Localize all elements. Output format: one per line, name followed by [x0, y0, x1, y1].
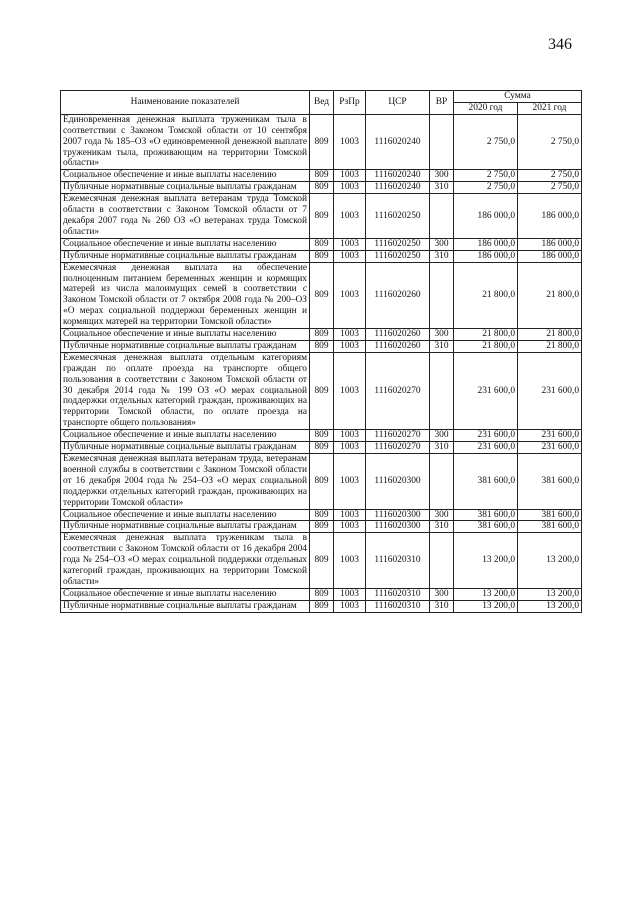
cell-ved: 809: [310, 250, 334, 262]
table-row: [61, 170, 582, 182]
cell-amount-2021: 21 800,0: [518, 329, 582, 341]
cell-amount-2020: 381 600,0: [454, 521, 518, 533]
cell-amount-2020: 381 600,0: [454, 454, 518, 510]
header-year-2020: 2020 год: [454, 102, 518, 114]
cell-vr: 310: [430, 600, 454, 612]
cell-vr: 300: [430, 430, 454, 442]
cell-amount-2020: 186 000,0: [454, 194, 518, 239]
cell-ved: 809: [310, 194, 334, 239]
table-row: [61, 352, 582, 429]
cell-amount-2021: 21 800,0: [518, 340, 582, 352]
cell-rzpr: 1003: [334, 250, 366, 262]
cell-rzpr: 1003: [334, 238, 366, 250]
cell-ved: 809: [310, 442, 334, 454]
cell-vr: [430, 114, 454, 170]
header-vr: ВР: [430, 91, 454, 115]
cell-amount-2021: 186 000,0: [518, 250, 582, 262]
cell-rzpr: 1003: [334, 454, 366, 510]
cell-ved: 809: [310, 262, 334, 328]
cell-csr: 1116020250: [366, 194, 430, 239]
cell-amount-2020: 2 750,0: [454, 182, 518, 194]
cell-csr: 1116020270: [366, 430, 430, 442]
header-rzpr: РзПр: [334, 91, 366, 115]
cell-ved: 809: [310, 329, 334, 341]
table-row: [61, 114, 582, 170]
cell-name: Социальное обеспечение и иные выплаты населению: [61, 588, 310, 600]
cell-amount-2021: 231 600,0: [518, 352, 582, 429]
cell-ved: 809: [310, 533, 334, 589]
cell-name: Публичные нормативные социальные выплаты гражданам: [61, 250, 310, 262]
cell-name: Социальное обеспечение и иные выплаты населению: [61, 170, 310, 182]
cell-amount-2020: 231 600,0: [454, 352, 518, 429]
cell-vr: 300: [430, 238, 454, 250]
cell-vr: 310: [430, 340, 454, 352]
header-ved: Вед: [310, 91, 334, 115]
cell-csr: 1116020270: [366, 352, 430, 429]
cell-amount-2020: 21 800,0: [454, 329, 518, 341]
cell-vr: [430, 194, 454, 239]
cell-amount-2021: 21 800,0: [518, 262, 582, 328]
table-row: [61, 533, 582, 589]
cell-rzpr: 1003: [334, 509, 366, 521]
table-row: [61, 238, 582, 250]
cell-rzpr: 1003: [334, 442, 366, 454]
cell-name: Публичные нормативные социальные выплаты гражданам: [61, 600, 310, 612]
cell-csr: 1116020270: [366, 442, 430, 454]
cell-name: Ежемесячная денежная выплата на обеспечение полноценным питанием беременных женщин и кормящих матерей из числа малоимущих семей в соответствии с Законом Томской области от 7 октября 2008 года № 200–ОЗ «О мерах социальной поддержки беременных женщин и кормящих матерей на территории Томской области»: [61, 262, 310, 328]
table-row: [61, 340, 582, 352]
cell-ved: 809: [310, 238, 334, 250]
cell-amount-2020: 186 000,0: [454, 250, 518, 262]
table-header: [61, 91, 582, 115]
cell-name: Публичные нормативные социальные выплаты гражданам: [61, 340, 310, 352]
table-row: [61, 588, 582, 600]
cell-amount-2020: 13 200,0: [454, 588, 518, 600]
cell-name: Социальное обеспечение и иные выплаты населению: [61, 329, 310, 341]
cell-csr: 1116020250: [366, 250, 430, 262]
cell-ved: 809: [310, 600, 334, 612]
cell-name: Социальное обеспечение и иные выплаты населению: [61, 509, 310, 521]
cell-rzpr: 1003: [334, 600, 366, 612]
cell-amount-2020: 186 000,0: [454, 238, 518, 250]
cell-amount-2021: 13 200,0: [518, 600, 582, 612]
table-row: [61, 442, 582, 454]
cell-csr: 1116020300: [366, 454, 430, 510]
cell-rzpr: 1003: [334, 521, 366, 533]
cell-name: Ежемесячная денежная выплата ветеранам труда, ветеранам военной службы в соответствии с Законом Томской области от 16 декабря 2004 года № 254–ОЗ «О мерах социальной поддержки отдельных категорий граждан, проживающих на территории Томской области»: [61, 454, 310, 510]
cell-vr: 300: [430, 588, 454, 600]
cell-amount-2021: 186 000,0: [518, 194, 582, 239]
cell-csr: 1116020250: [366, 238, 430, 250]
cell-amount-2021: 2 750,0: [518, 182, 582, 194]
cell-csr: 1116020300: [366, 521, 430, 533]
table-row: [61, 329, 582, 341]
cell-amount-2021: 13 200,0: [518, 533, 582, 589]
cell-amount-2020: 231 600,0: [454, 442, 518, 454]
cell-csr: 1116020310: [366, 600, 430, 612]
cell-name: Публичные нормативные социальные выплаты гражданам: [61, 442, 310, 454]
cell-ved: 809: [310, 352, 334, 429]
cell-rzpr: 1003: [334, 170, 366, 182]
cell-rzpr: 1003: [334, 329, 366, 341]
cell-amount-2021: 13 200,0: [518, 588, 582, 600]
cell-amount-2020: 2 750,0: [454, 170, 518, 182]
cell-ved: 809: [310, 340, 334, 352]
cell-ved: 809: [310, 588, 334, 600]
header-year-2021: 2021 год: [518, 102, 582, 114]
cell-amount-2020: 2 750,0: [454, 114, 518, 170]
header-csr: ЦСР: [366, 91, 430, 115]
cell-ved: 809: [310, 430, 334, 442]
cell-vr: [430, 454, 454, 510]
cell-ved: 809: [310, 509, 334, 521]
cell-name: Социальное обеспечение и иные выплаты населению: [61, 430, 310, 442]
cell-vr: 300: [430, 509, 454, 521]
cell-csr: 1116020260: [366, 340, 430, 352]
table-row: [61, 509, 582, 521]
table-row: [61, 600, 582, 612]
header-name: Наименование показателей: [61, 91, 310, 115]
cell-csr: 1116020260: [366, 329, 430, 341]
cell-csr: 1116020240: [366, 182, 430, 194]
cell-vr: [430, 533, 454, 589]
cell-amount-2020: 381 600,0: [454, 509, 518, 521]
cell-vr: 310: [430, 442, 454, 454]
cell-rzpr: 1003: [334, 352, 366, 429]
cell-csr: 1116020260: [366, 262, 430, 328]
cell-vr: 300: [430, 170, 454, 182]
page-number: 346: [548, 36, 572, 53]
cell-vr: 300: [430, 329, 454, 341]
cell-name: Ежемесячная денежная выплата отдельным категориям граждан по оплате проезда на транспорте общего пользования в соответствии с Законом Томской области от 30 декабря 2014 года № 199 ОЗ «О мерах социальной поддержки отдельных категорий граждан, проживающих на территории Томской области, по оплате проезда на транспорте общего пользования»: [61, 352, 310, 429]
cell-name: Публичные нормативные социальные выплаты гражданам: [61, 521, 310, 533]
table-row: [61, 521, 582, 533]
cell-amount-2021: 381 600,0: [518, 454, 582, 510]
cell-rzpr: 1003: [334, 340, 366, 352]
table-row: [61, 182, 582, 194]
table-row: [61, 250, 582, 262]
cell-rzpr: 1003: [334, 262, 366, 328]
cell-csr: 1116020310: [366, 533, 430, 589]
cell-vr: 310: [430, 250, 454, 262]
cell-rzpr: 1003: [334, 430, 366, 442]
cell-rzpr: 1003: [334, 588, 366, 600]
cell-ved: 809: [310, 170, 334, 182]
cell-ved: 809: [310, 114, 334, 170]
table-row: [61, 430, 582, 442]
header-sum: Сумма: [454, 91, 582, 103]
cell-amount-2021: 381 600,0: [518, 509, 582, 521]
cell-amount-2021: 186 000,0: [518, 238, 582, 250]
cell-amount-2020: 21 800,0: [454, 262, 518, 328]
budget-table: [60, 90, 582, 613]
cell-vr: [430, 352, 454, 429]
table-row: [61, 454, 582, 510]
cell-rzpr: 1003: [334, 194, 366, 239]
cell-amount-2021: 2 750,0: [518, 114, 582, 170]
cell-amount-2021: 231 600,0: [518, 430, 582, 442]
cell-name: Ежемесячная денежная выплата ветеранам труда Томской области в соответствии с Законом Томской области от 7 декабря 2007 года № 260 ОЗ «О ветеранах труда Томской области»: [61, 194, 310, 239]
cell-vr: 310: [430, 182, 454, 194]
cell-rzpr: 1003: [334, 533, 366, 589]
cell-amount-2020: 231 600,0: [454, 430, 518, 442]
cell-vr: 310: [430, 521, 454, 533]
cell-name: Ежемесячная денежная выплата труженикам тыла в соответствии с Законом Томской области от 16 декабря 2004 года № 254–ОЗ «О мерах социальной поддержки отдельных категорий граждан, проживающих на территории Томской области»: [61, 533, 310, 589]
cell-rzpr: 1003: [334, 182, 366, 194]
cell-ved: 809: [310, 182, 334, 194]
cell-amount-2021: 381 600,0: [518, 521, 582, 533]
cell-amount-2020: 13 200,0: [454, 533, 518, 589]
cell-vr: [430, 262, 454, 328]
table-body: [61, 114, 582, 612]
table-row: [61, 194, 582, 239]
budget-table-wrapper: [60, 90, 581, 613]
cell-ved: 809: [310, 454, 334, 510]
table-row: [61, 262, 582, 328]
cell-name: Социальное обеспечение и иные выплаты населению: [61, 238, 310, 250]
cell-amount-2021: 231 600,0: [518, 442, 582, 454]
cell-csr: 1116020240: [366, 170, 430, 182]
cell-csr: 1116020240: [366, 114, 430, 170]
cell-name: Публичные нормативные социальные выплаты гражданам: [61, 182, 310, 194]
cell-csr: 1116020310: [366, 588, 430, 600]
cell-csr: 1116020300: [366, 509, 430, 521]
cell-amount-2020: 21 800,0: [454, 340, 518, 352]
cell-rzpr: 1003: [334, 114, 366, 170]
cell-amount-2020: 13 200,0: [454, 600, 518, 612]
cell-name: Единовременная денежная выплата труженикам тыла в соответствии с Законом Томской области от 10 сентября 2007 года № 185–ОЗ «О единовременной денежной выплате труженикам тыла, проживающим на территории Томской области»: [61, 114, 310, 170]
cell-amount-2021: 2 750,0: [518, 170, 582, 182]
cell-ved: 809: [310, 521, 334, 533]
